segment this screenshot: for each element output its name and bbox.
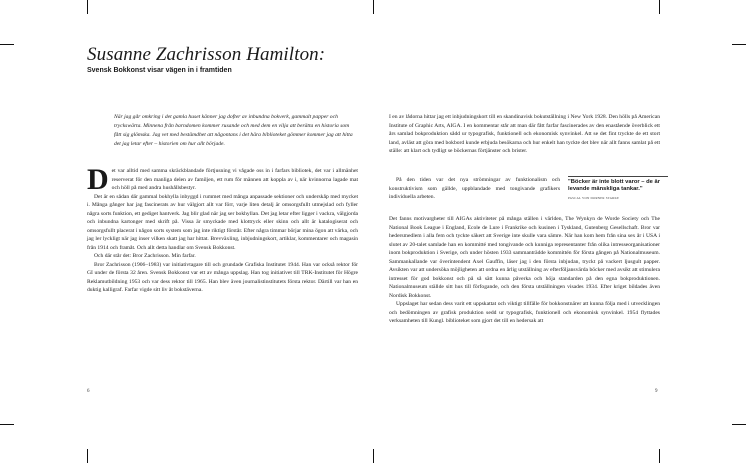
paragraph: I en av lådorna hittar jag ett inbjudningskort till en skandinavisk bokutställning i New York 1928. Den hölls på American Institute of Graphic Arts, AIGA. I en kommentar står att man där fått farfar fascinerades av den enastående överblick ett års samlad bokproduktion sådd ur typografisk, funktionell och ekonomisk synvinkel. Att se det fint tryckte de ett stort land, avläst att göra med bokbord kunde erbjuda besökarna och hur enkelt han tyckte det blev när allt fanns samlat på ett ställe: att klart och tydligt se böckernas förtjänster och brister. [389,114,660,154]
crop-mark [659,0,660,14]
pull-quote [568,176,668,200]
crop-mark [373,449,374,463]
crop-mark [0,424,14,425]
crop-mark [87,449,88,463]
crop-mark [732,44,746,45]
pull-quote-text: "Böcker är inte blott varor – de är levande mänskliga tankar." [568,179,660,193]
crop-mark [659,449,660,463]
crop-mark [373,0,374,14]
crop-mark [732,424,746,425]
right-column [389,215,660,326]
paragraph: Det var alltid med samma skräckblandade förtjusning vi vågade oss in i farfars bibliotek, det var i allmänhet reserverat för den manliga delen av familjen, ett rum för männen att koppla av i, när kvinnorna lagade mat och höll på med andra hushållsbestyr. [87,163,358,196]
right-column-wrapped [389,176,560,202]
paragraph: Och där står det: Bror Zachrisson. Min farfar. [94,253,196,259]
paragraph: På den tiden var det nya strömningar av funktionalism och konstruktivism som gällde, uppblandade med tongivande grafikers individuella arbeten. [389,177,560,200]
paragraph: Det fanns motivargheter till AIGAs aktiviteter på många ställen i världen, The Wynkyn de Worde Society och The National Book League i England, Ecole de Lure i Frankrike och kusinen i Tyskland, Gutenberg Gesellschaft. Bror var hedersmedlem i alla fem och tyckte säkert att Sverige inte skulle vara sämre. När han kom hem från sina sex år i USA i slutet av 20-talet samlade han en kommitté med tongivande och kunniga representanter från olika intresseorganisationer inom bokproduktion i Sverige, och under hösten 1933 sammanträdde kommittén för första gången på Nationalmuseum. Sammankallande var överintendent Axel Gauffin, läser jag i den första inbjudan, tryckt på vackert ljusgult papper. Avsikten var att undersöka möjligheten att ordna en årlig utställning av efterföljansvärda böcker med avsikt att stimulera intresset för god bokkonst och på så sätt kunna påverka och höja standarden på den egna bokproduktionen. Nationalmuseum ställde sitt hus till förfogande, och den första utställningen visades 1934. Efter kriget bildades även Nordisk Bokkonst. [389,216,660,299]
right-column-top [389,113,660,156]
paragraph: Uppslaget har sedan dess varit ett uppskattat och viktigt tillfälle för bokkonstnärer att kunna följa med i utvecklingen och bedömningen av grafisk produktion sedd ur typografisk, funktionell och ekonomisk synvinkel. 1954 flyttades verksamheten till Kungl. biblioteket som gjort det till en hedersak att [389,301,660,324]
page-number-right: 9 [655,389,658,394]
left-column [87,163,358,295]
pull-quote-credit: PASCAL VON DORNER STARKE [568,196,620,201]
page-number-left: 6 [87,389,90,394]
paragraph: Bror Zachrisson (1906–1983) var initiativtagare till och grundade Grafiska Institutet 1944. Han var också rektor för GI under de första 32 åren. Svensk Bokkonst var ett av många uppslag. Han tog initiativet till TRK-Institutet för Högre Reklamutbildning 1953 och var dess rektor till 1965. Han blev även journalistinstitutets första rektor. Därtill var han en duktig kalligraf. Farfar vigde sitt liv åt bokstäverna. [87,261,358,293]
article-intro: När jag går omkring i det gamla huset känner jag dofter av inbundna bokverk, gammalt papper och tryckswärta. Minnena från barndomen kommer rusande och med dem en vilja att berätta en historia som fått sig glömska. Jag vet med bestämdhet att någontans i det hära biblioteket gömmer kommer jag att hitta det jag letar efter – historien om hur allt började. [114,114,353,148]
article-subtitle: Svensk Bokkonst visar vägen in i framtiden [87,67,232,74]
drop-cap: D [87,163,109,196]
crop-mark [0,44,14,45]
article-title: Susanne Zachrisson Hamilton: [87,44,326,65]
paragraph: Det är en sådan där gammal bokhylla inbyggd i rummet med många anpassade sektioner och underskåp med mycket i. Många gånger har jag fascinerats av hur välgjort allt var förr, varje liten detalj är omsorgsfullt utmejslad och fyller några sorts funktion, ett gediget hantverk. Jag blir glad när jag ser bokhyllan. Det jag letar efter ligger i vackra, välgjorda och inbundna kartonger med skrift på. Vissa är smyckade med klottryck eller skinn och allt är katalogiserat och omsorgsfullt placerat i någon sorts system som jag inte riktigt förstår. Efter några timmar börjar mina ögon att värka, och jag ler lyckligt när jag inser vilken skatt jag har hittat. Brevväxling, inbjudningskort, artiklar, kommentarer och magasin från 1914 och framåt. Och allt detta handlar om Svensk Bokkonst. [87,193,358,251]
crop-mark [87,0,88,14]
